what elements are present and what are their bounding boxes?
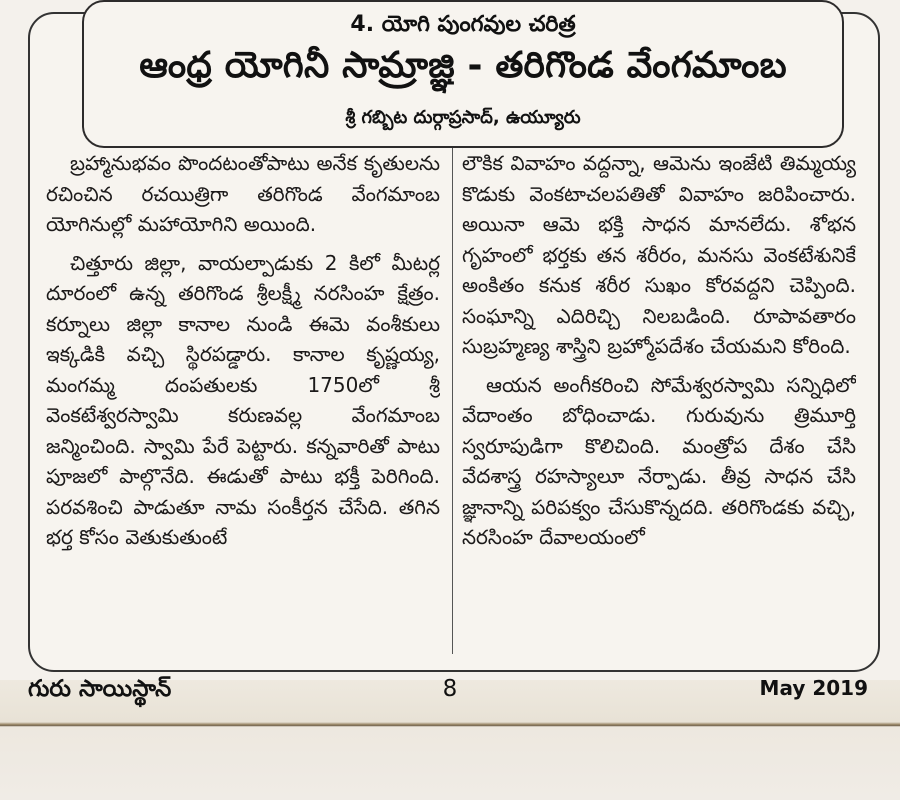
left-paragraph-2: చిత్తూరు జిల్లా, వాయల్పాడుకు 2 కిలో మీటర్ల దూరంలో ఉన్న తరిగొండ శ్రీలక్ష్మీ నరసింహ క్షేత్రం. కర్నూలు జిల్లా కానాల నుండి ఈమె వంశీకులు ఇక్కడికి వచ్చి స్థిరపడ్డారు. కానాల కృష్ణయ్య, మంగమ్మ దంపతులకు 1750లో శ్రీ వెంకటేశ్వరస్వామి కరుణవల్ల వేంగమాంబ జన్మించింది. స్వామి పేరే పెట్టారు. కన్నవారితో పాటు పూజలో పాల్గొనేది. ఈడుతో పాటు భక్తీ పెరిగింది. పరవశించి పాడుతూ నామ సంకీర్తన చేసేది. తగిన భర్త కోసం వెతుకుతుంటే	[46, 250, 440, 549]
series-title: 4. యోగి పుంగవుల చరిత్ర	[350, 12, 576, 37]
article-header	[82, 0, 844, 148]
article-columns	[36, 148, 876, 660]
page-number: 8	[442, 676, 458, 702]
issue-date: May 2019	[759, 676, 868, 700]
left-column	[46, 148, 440, 660]
left-paragraph-1: బ్రహ్మానుభవం పొందటంతోపాటు అనేక కృతులను రచించిన రచయిత్రిగా తరిగొండ వేంగమాంబ యోగినుల్లో మహాయోగిని అయింది.	[46, 151, 440, 236]
right-column	[462, 148, 856, 660]
column-divider	[452, 148, 453, 654]
right-paragraph-2: ఆయన అంగీకరించి సోమేశ్వరస్వామి సన్నిధిలో వేదాంతం బోధించాడు. గురువును త్రిమూర్తి స్వరూపుడిగా కొలిచింది. మంత్రోప దేశం చేసి వేదశాస్త్ర రహస్యాలూ నేర్పాడు. తీవ్ర సాధన చేసి జ్ఞానాన్ని పరిపక్వం చేసుకొన్నదది. తరిగొండకు వచ్చి, నరసింహ దేవాలయంలో	[462, 372, 856, 549]
article-title: ఆంధ్ర యోగినీ సామ్రాజ్ఞి - తరిగొండ వేంగమాంబ	[139, 45, 787, 86]
author-line: శ్రీ గబ్బిట దుర్గాప్రసాద్, ఉయ్యూరు	[345, 107, 581, 128]
magazine-name: గురు సాయిస్థాన్	[28, 676, 172, 702]
right-paragraph-1: లౌకిక వివాహం వద్దన్నా, ఆమెను ఇంజేటి తిమ్మయ్య కొడుకు వెంకటాచలపతితో వివాహం జరిపించారు. అయినా ఆమె భక్తి సాధన మానలేదు. శోభన గృహంలో భర్తకు తన శరీరం, మనసు వెంకటేశునికే అంకితం కనుక శరీర సుఖం కోరవద్దని చెప్పింది. సంఘాన్ని ఎదిరిచ్చి నిలబడింది. రూపావతారం సుబ్రహ్మణ్య శాస్త్రిని బ్రహ్మోపదేశం చేయమని కోరింది.	[462, 151, 856, 358]
